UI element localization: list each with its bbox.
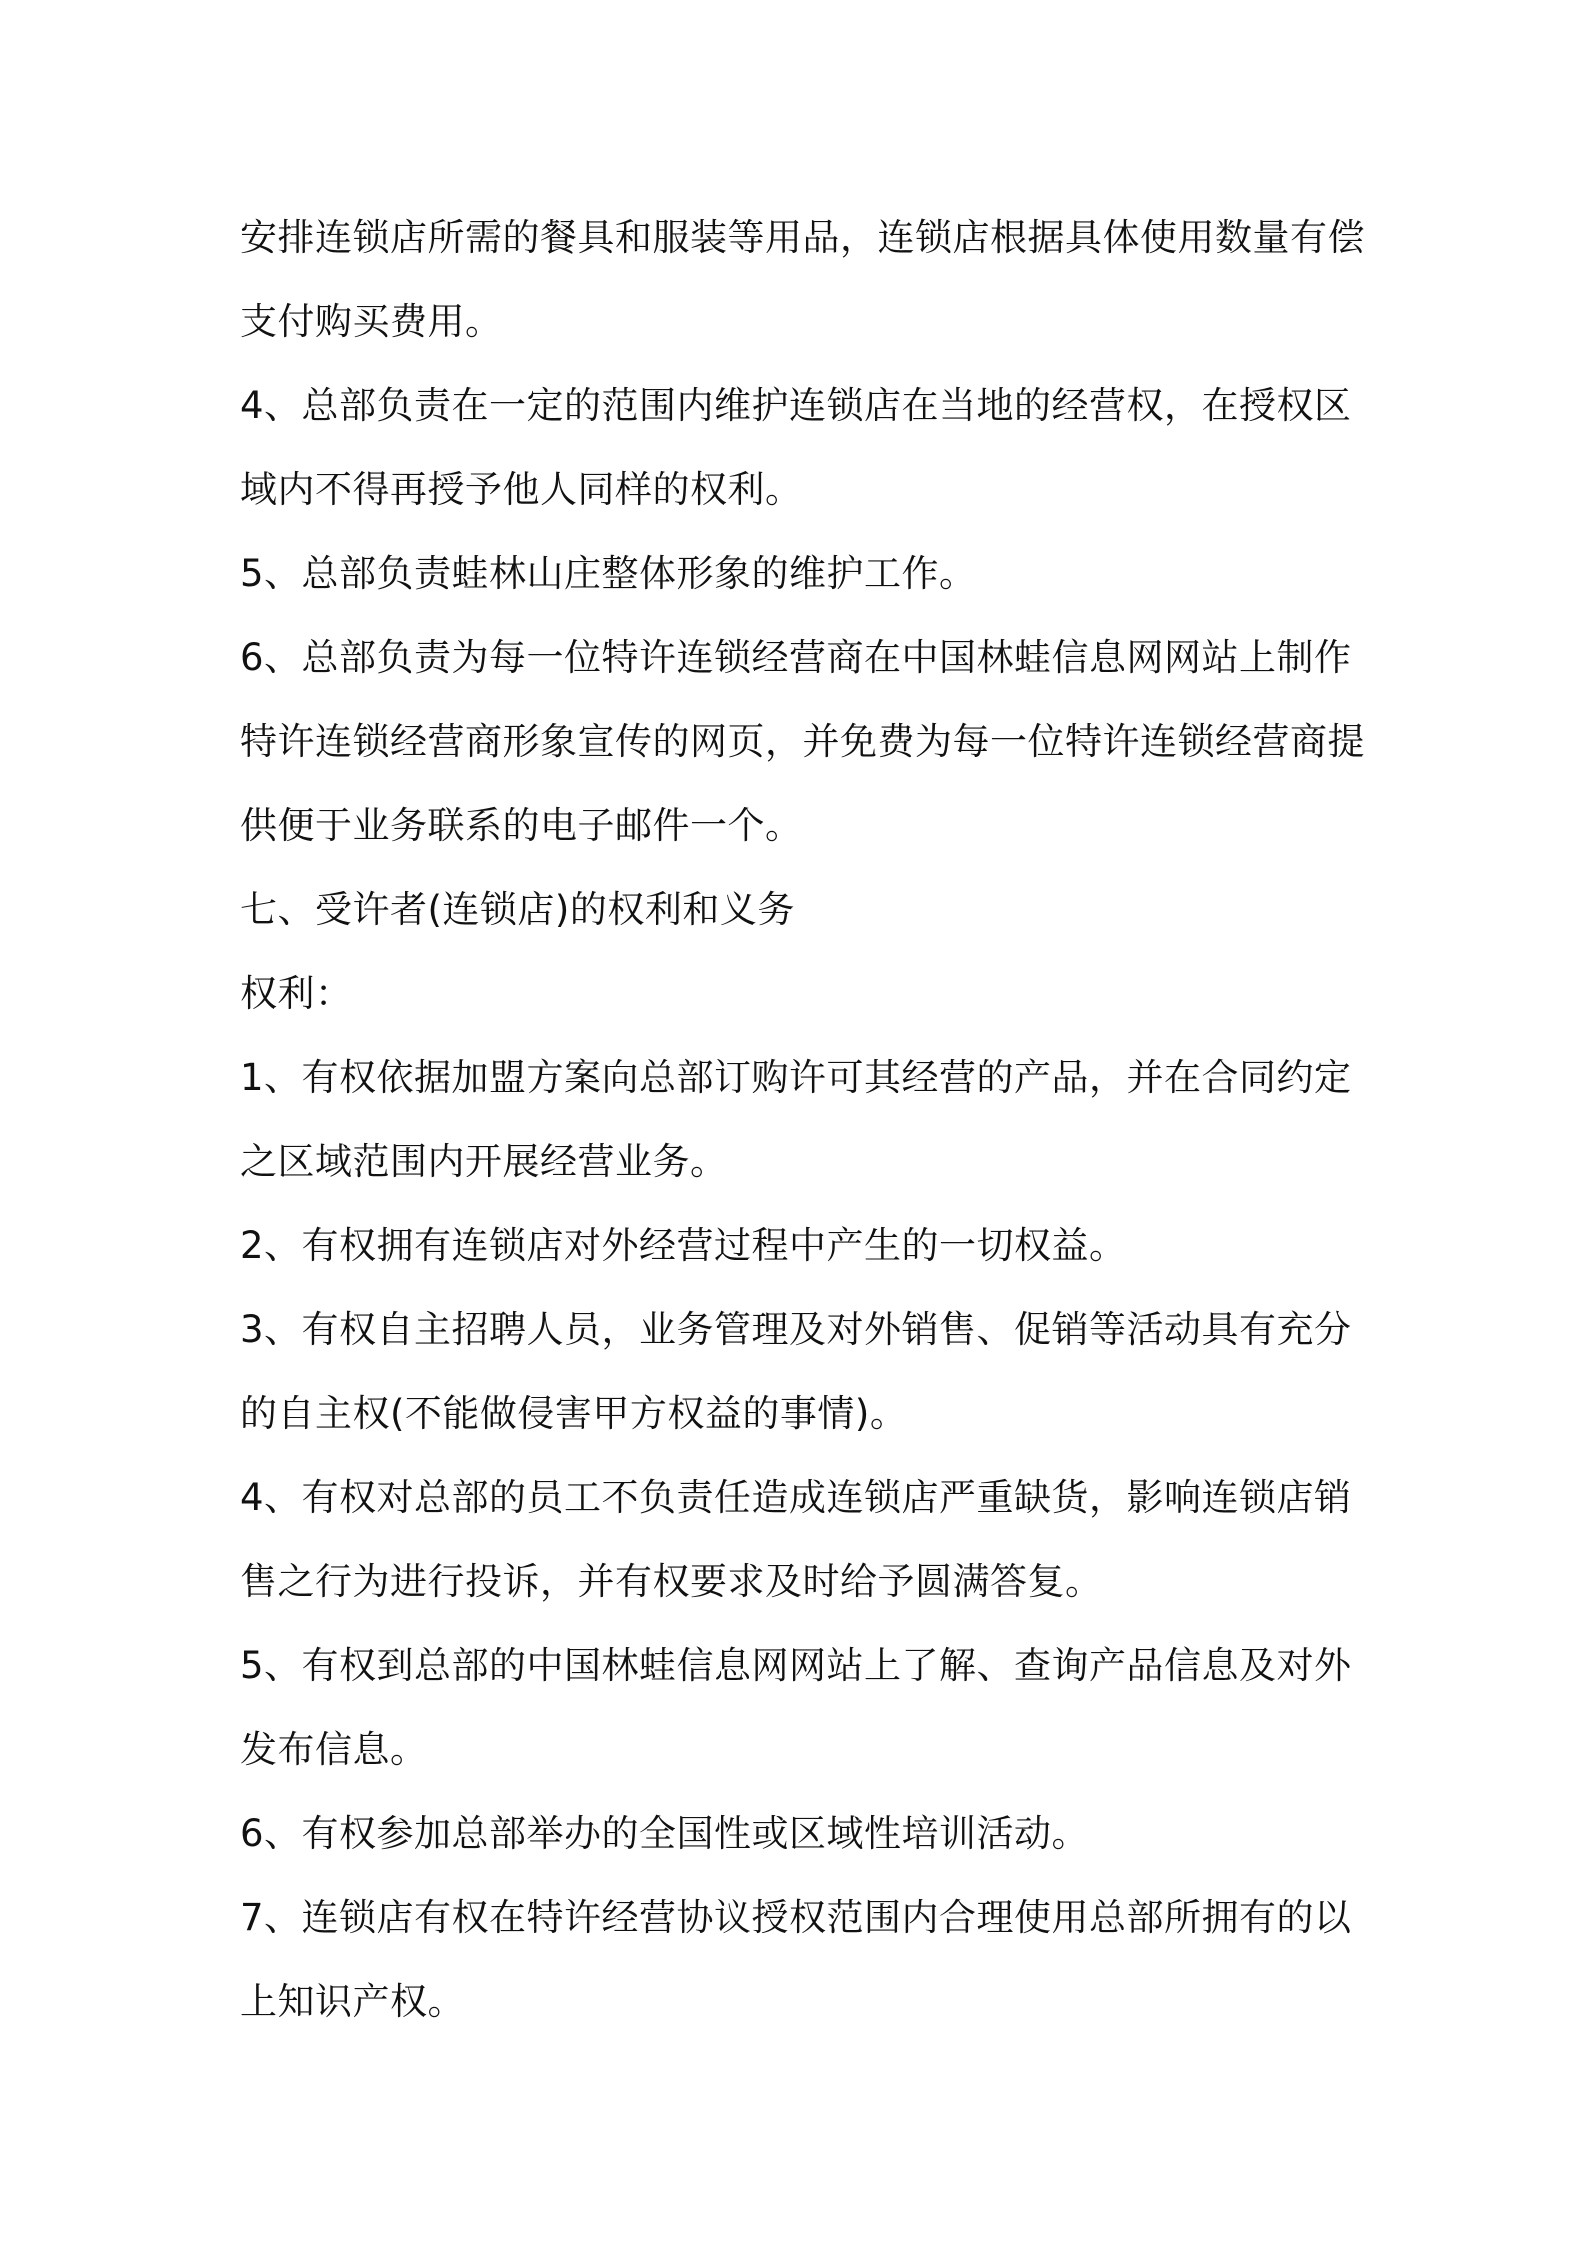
text-line: 之区域范围内开展经营业务。 [240,1140,728,1183]
text-line: 7、连锁店有权在特许经营协议授权范围内合理使用总部所拥有的以 [240,1896,1352,1939]
text-line: 域内不得再授予他人同样的权利。 [240,468,803,511]
text-line: 发布信息。 [240,1728,428,1771]
document-body [240,196,1365,2044]
subsection-heading: 权利： [240,972,353,1015]
text-line: 4、总部负责在一定的范围内维护连锁店在当地的经营权，在授权区 [240,384,1352,427]
text-line: 售之行为进行投诉，并有权要求及时给予圆满答复。 [240,1560,1103,1603]
text-line: 3、有权自主招聘人员，业务管理及对外销售、促销等活动具有充分 [240,1308,1352,1351]
text-line: 的自主权(不能做侵害甲方权益的事情)。 [240,1392,908,1435]
text-line: 4、有权对总部的员工不负责任造成连锁店严重缺货，影响连锁店销 [240,1476,1352,1519]
text-line: 6、有权参加总部举办的全国性或区域性培训活动。 [240,1812,1090,1855]
text-line: 2、有权拥有连锁店对外经营过程中产生的一切权益。 [240,1224,1127,1267]
text-line: 1、有权依据加盟方案向总部订购许可其经营的产品，并在合同约定 [240,1056,1352,1099]
text-line: 上知识产权。 [240,1980,465,2023]
text-line: 特许连锁经营商形象宣传的网页，并免费为每一位特许连锁经营商提 [240,720,1365,763]
text-line: 安排连锁店所需的餐具和服装等用品，连锁店根据具体使用数量有偿 [240,216,1365,259]
section-heading: 七、受许者(连锁店)的权利和义务 [240,888,795,931]
text-line: 供便于业务联系的电子邮件一个。 [240,804,803,847]
text-line: 5、有权到总部的中国林蛙信息网网站上了解、查询产品信息及对外 [240,1644,1352,1687]
text-line: 5、总部负责蛙林山庄整体形象的维护工作。 [240,552,977,595]
text-line: 6、总部负责为每一位特许连锁经营商在中国林蛙信息网网站上制作 [240,636,1352,679]
text-line: 支付购买费用。 [240,300,503,343]
